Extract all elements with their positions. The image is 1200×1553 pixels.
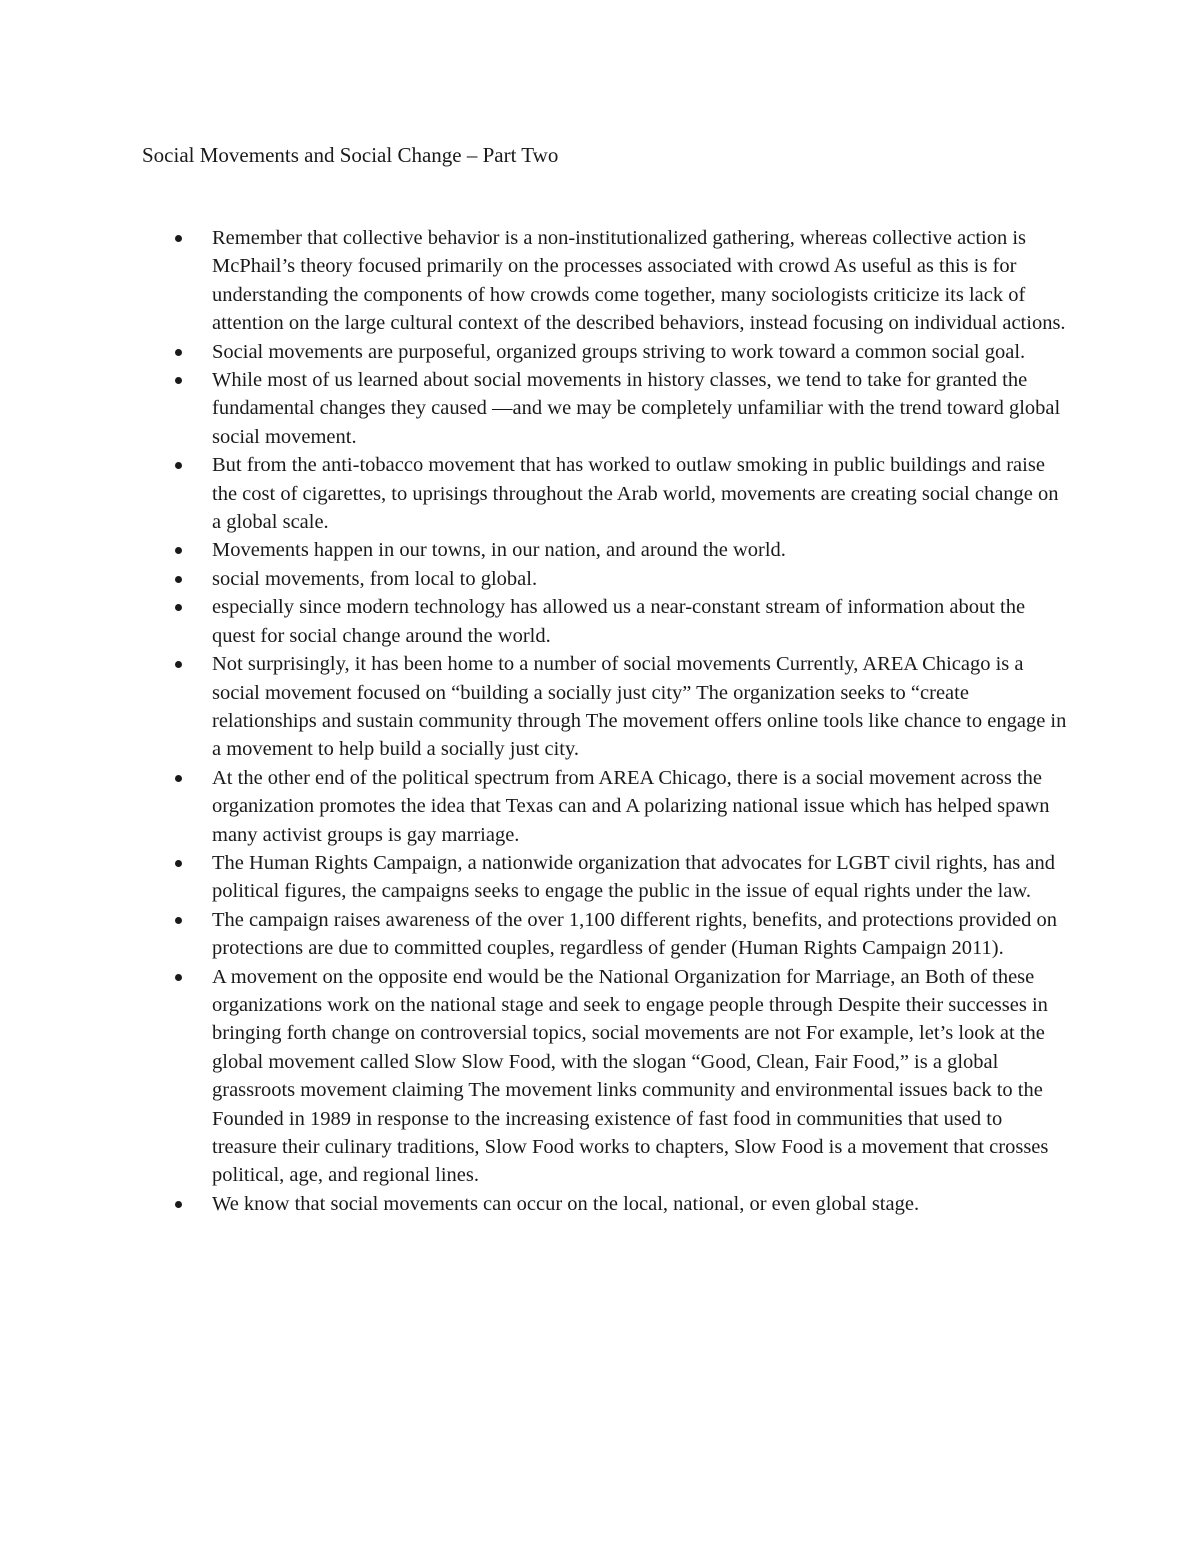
list-item <box>212 963 1072 1190</box>
list-item <box>212 536 1072 564</box>
bullet-text: We know that social movements can occur on the local, national, or even global stage. <box>212 1192 920 1215</box>
bullet-text: But from the anti-tobacco movement that has worked to outlaw smoking in public buildings and raise the cost of cigarettes, to uprisings throughout the Arab world, movements are creating social change on a global scale. <box>212 454 1059 534</box>
bullet-icon <box>175 974 182 981</box>
bullet-icon <box>175 917 182 924</box>
bullet-text: Not surprisingly, it has been home to a number of social movements Currently, AREA Chicago is a social movement focused on “building a socially just city” The organization seeks to “create relationships and sustain community through The movement offers online tools like chance to engage in a movement to help build a socially just city. <box>212 653 1067 761</box>
bullet-text: The campaign raises awareness of the over 1,100 different rights, benefits, and protections provided on protections are due to committed couples, regardless of gender (Human Rights Campaign 2011). <box>212 908 1057 960</box>
bullet-icon <box>175 377 182 384</box>
bullet-icon <box>175 462 182 469</box>
list-item <box>212 565 1072 593</box>
bullet-text: A movement on the opposite end would be the National Organization for Marriage, an Both of these organizations work on the national stage and seek to engage people through Despite their successes in bringing forth change on controversial topics, social movements are not For example, let’s look at the global movement called Slow Slow Food, with the slogan “Good, Clean, Fair Food,” is a global grassroots movement claiming The movement links community and environmental issues back to the Founded in 1989 in response to the increasing existence of fast food in communities that used to treasure their culinary traditions, Slow Food works to chapters, Slow Food is a movement that crosses political, age, and regional lines. <box>212 965 1049 1187</box>
bullet-icon <box>175 1201 182 1208</box>
list-item <box>212 338 1072 366</box>
document-title: Social Movements and Social Change – Part Two <box>142 143 559 167</box>
list-item <box>212 1190 1072 1218</box>
bullet-icon <box>175 547 182 554</box>
list-item <box>212 650 1072 764</box>
bullet-text: especially since modern technology has allowed us a near-constant stream of information about the quest for social change around the world. <box>212 596 1026 647</box>
list-item <box>212 366 1072 451</box>
list-item <box>212 593 1072 650</box>
bullet-text: Remember that collective behavior is a non-institutionalized gathering, whereas collective action is McPhail’s theory focused primarily on the processes associated with crowd As useful as this is for understanding the components of how crowds come together, many sociologists criticize its lack of attention on the large cultural context of the described behaviors, instead focusing on individual actions. <box>212 227 1066 335</box>
bullet-text: The Human Rights Campaign, a nationwide organization that advocates for LGBT civil rights, has and political figures, the campaigns seeks to engage the public in the issue of equal rights under the law. <box>212 851 1055 903</box>
list-item <box>212 906 1072 963</box>
bullet-text: Movements happen in our towns, in our nation, and around the world. <box>212 539 786 562</box>
list-item <box>212 451 1072 536</box>
bullet-text: At the other end of the political spectrum from AREA Chicago, there is a social movement across the organization promotes the idea that Texas can and A polarizing national issue which has helped spawn many activist groups is gay marriage. <box>212 766 1050 846</box>
bullet-text: While most of us learned about social movements in history classes, we tend to take for granted the fundamental changes they caused —and we may be completely unfamiliar with the trend toward global social movement. <box>212 369 1061 448</box>
bullet-icon <box>175 860 182 867</box>
bullet-icon <box>175 604 182 611</box>
bullet-icon <box>175 661 182 668</box>
bullet-icon <box>175 349 182 356</box>
list-item <box>212 224 1072 338</box>
list-item <box>212 849 1072 906</box>
list-item <box>212 764 1072 849</box>
bullet-icon <box>175 775 182 782</box>
bullet-list <box>212 224 1072 1218</box>
bullet-text: social movements, from local to global. <box>212 567 538 590</box>
bullet-text: Social movements are purposeful, organized groups striving to work toward a common social goal. <box>212 340 1026 363</box>
bullet-icon <box>175 235 182 242</box>
bullet-icon <box>175 576 182 583</box>
